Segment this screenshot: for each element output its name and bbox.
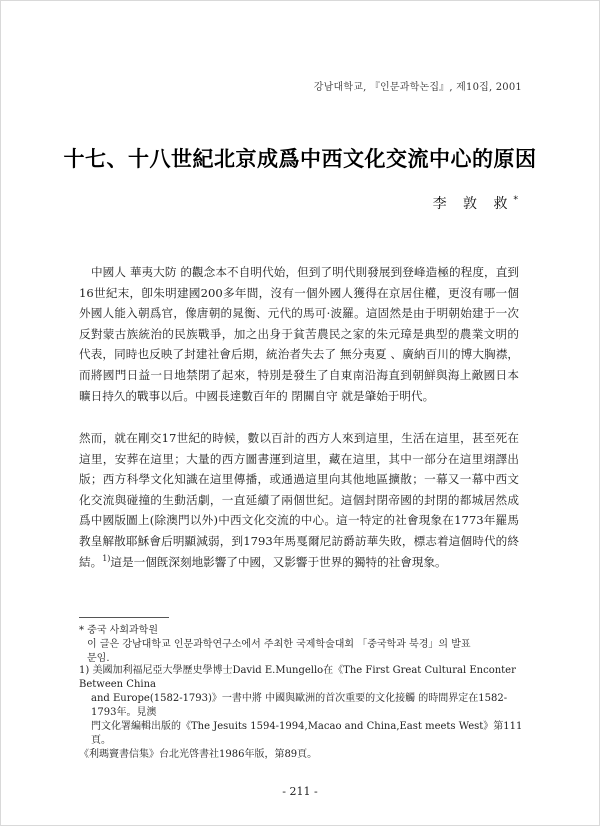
body-paragraph-2: [79, 428, 519, 572]
footnote-1-line-1: 1) 美國加利福尼亞大學歷史學博士David E.Mungello在《The First Great Cultural Enconter Between China: [79, 665, 516, 690]
article-title: 十七、十八世紀北京成爲中西文化交流中心的原因: [63, 146, 537, 171]
footnote-1-line-3: 門文化署編輯出版的《The Jesuits 1594-1994,Macao and China,East meets West》第111頁。: [91, 721, 523, 746]
footnote-author: [79, 624, 527, 666]
footnote-1: [79, 664, 527, 762]
running-header: 강남대학교, 『인문과학논집』, 제10집, 2001: [313, 82, 522, 93]
footnote-ref-1[interactable]: 1): [102, 553, 111, 563]
body-paragraph-1: 中國人 華夷大防 的觀念本不自明代始，但到了明代則發展到登峰造極的程度，直到16世紀末，卽朱明建國200多年間，沒有一個外國人獲得在京居住權，更沒有哪一個外國人能入朝爲官，像唐朝的晁衡、元代的馬可·波羅。這固然是由于明朝始建于一次反對蒙古族統治的民族戰爭，加之出身于貧苦農民之家的朱元璋是典型的農業文明的代表，同時也反映了封建社會后期，統治者失去了 無分夷夏 、廣納百川的博大胸襟，而將國門日益一日地禁閉了起來，特別是發生了自東南沿海直到朝鮮與海上敵國日本曠日持久的戰事以后。中國長達數百年的 閉關自守 就是肇始于明代。: [79, 265, 519, 403]
author-footnote-mark: *: [513, 195, 518, 206]
page-number: - 211 -: [282, 785, 318, 798]
footnote-author-note: 이 글은 강남대학교 인문과학연구소에서 주최한 국제학술대회 「중국학과 북경」의 발표: [87, 639, 471, 650]
footnote-1-line-2: and Europe(1582-1793)》一書中將 中國與歐洲的首次重要的文化接觸 的時間界定在1582-1793年。見澳: [91, 693, 508, 718]
body-paragraph-2-end: 這是一個旣深刻地影響了中國，又影響于世界的獨特的社會現象。: [110, 554, 447, 569]
author-name: [433, 193, 518, 213]
footnote-author-affiliation: * 중국 사회과학원: [79, 625, 158, 636]
footnote-author-note-cont: 문임.: [87, 653, 110, 664]
body-paragraph-2-text: 然而，就在剛交17世紀的時候，數以百計的西方人來到這里，生活在這里，甚至死在這里，安葬在這里；大量的西方圖書運到這里，藏在這里，其中一部分在這里翊譯出版；西方科學文化知識在這里傳播，或通過這里向其他地區擴散；一幕又一幕中西文化交流與碰撞的生動活劇，一直延續了兩個世紀。這個封閉帝國的封閉的都城居然成爲中國版圖上(除澳門以外)中西文化交流的中心。這一特定的社會現象在1773年羅馬教皇解散耶穌會后明顯減弱，到1793年馬戛爾尼訪爵訪華失敗，標志着這個時代的終結。: [79, 431, 519, 569]
footnote-divider: [79, 617, 169, 618]
author-name-text: 李 敦 救: [432, 196, 514, 212]
footnote-1-line-4: 《利瑪竇書信集》台北光啓書社1986年版，第89頁。: [79, 749, 318, 760]
